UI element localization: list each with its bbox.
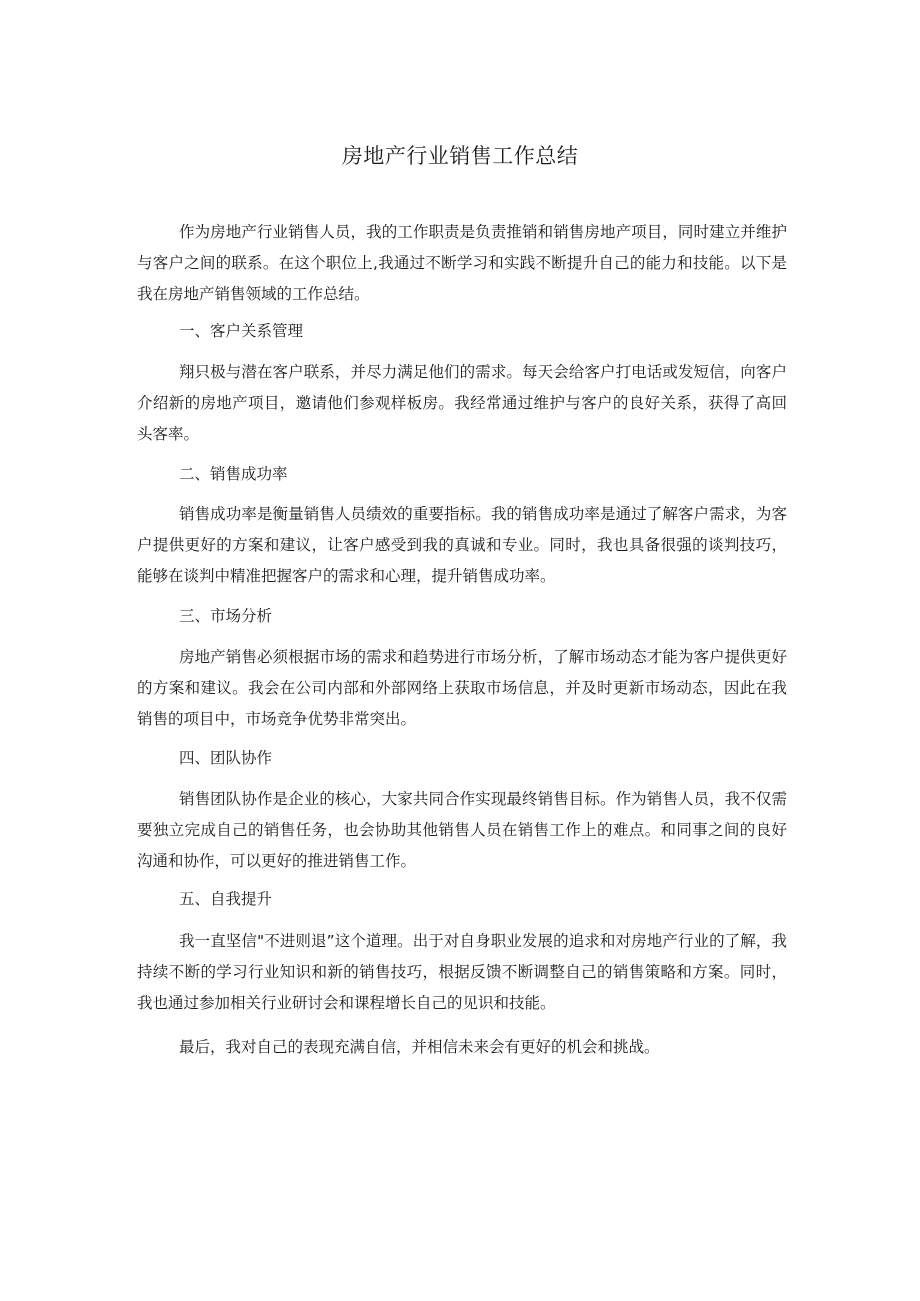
section-heading-sales-success-rate: 二、销售成功率	[179, 465, 288, 483]
section-heading-market-analysis: 三、市场分析	[179, 607, 273, 625]
document-title: 房地产行业销售工作总结	[341, 144, 579, 168]
section-body-customer-relations: 翔只极与潜在客户联系，并尽力满足他们的需求。每天会给客户打电话或发短信，向客户介绍新的房地产项目，邀请他们参观样板房。我经常通过维护与客户的良好关系，获得了高回头客率。	[137, 363, 787, 443]
section-body-teamwork: 销售团队协作是企业的核心，大家共同合作实现最终销售目标。作为销售人员，我不仅需要独立完成自己的销售任务，也会协助其他销售人员在销售工作上的难点。和同事之间的良好沟通和协作，可以更好的推进销售工作。	[137, 790, 787, 870]
section-body-self-improvement: 我一直坚信"不进则退”这个道理。出于对自身职业发展的追求和对房地产行业的了解，我持续不断的学习行业知识和新的销售技巧，根据反馈不断调整自己的销售策略和方案。同时，我也通过参加相关行业研讨会和课程增长自己的见识和技能。	[137, 932, 787, 1012]
closing-paragraph: 最后，我对自己的表现充满自信，并相信未来会有更好的机会和挑战。	[179, 1038, 660, 1056]
intro-paragraph: 作为房地产行业销售人员，我的工作职责是负责推销和销售房地产项目，同时建立并维护与客户之间的联系。在这个职位上,我通过不断学习和实践不断提升自己的能力和技能。以下是我在房地产销售领域的工作总结。	[137, 223, 787, 303]
section-heading-self-improvement: 五、自我提升	[179, 890, 273, 908]
section-body-market-analysis: 房地产销售必须根据市场的需求和趋势进行市场分析，了解市场动态才能为客户提供更好的方案和建议。我会在公司内部和外部网络上获取市场信息，并及时更新市场动态，因此在我销售的项目中，市场竞争优势非常突出。	[137, 648, 787, 728]
section-heading-customer-relations: 一、客户关系管理	[179, 322, 304, 340]
section-heading-teamwork: 四、团队协作	[179, 749, 273, 767]
section-body-sales-success-rate: 销售成功率是衡量销售人员绩效的重要指标。我的销售成功率是通过了解客户需求，为客户提供更好的方案和建议，让客户感受到我的真诚和专业。同时，我也具备很强的谈判技巧，能够在谈判中精准把握客户的需求和心理，提升销售成功率。	[137, 505, 787, 585]
